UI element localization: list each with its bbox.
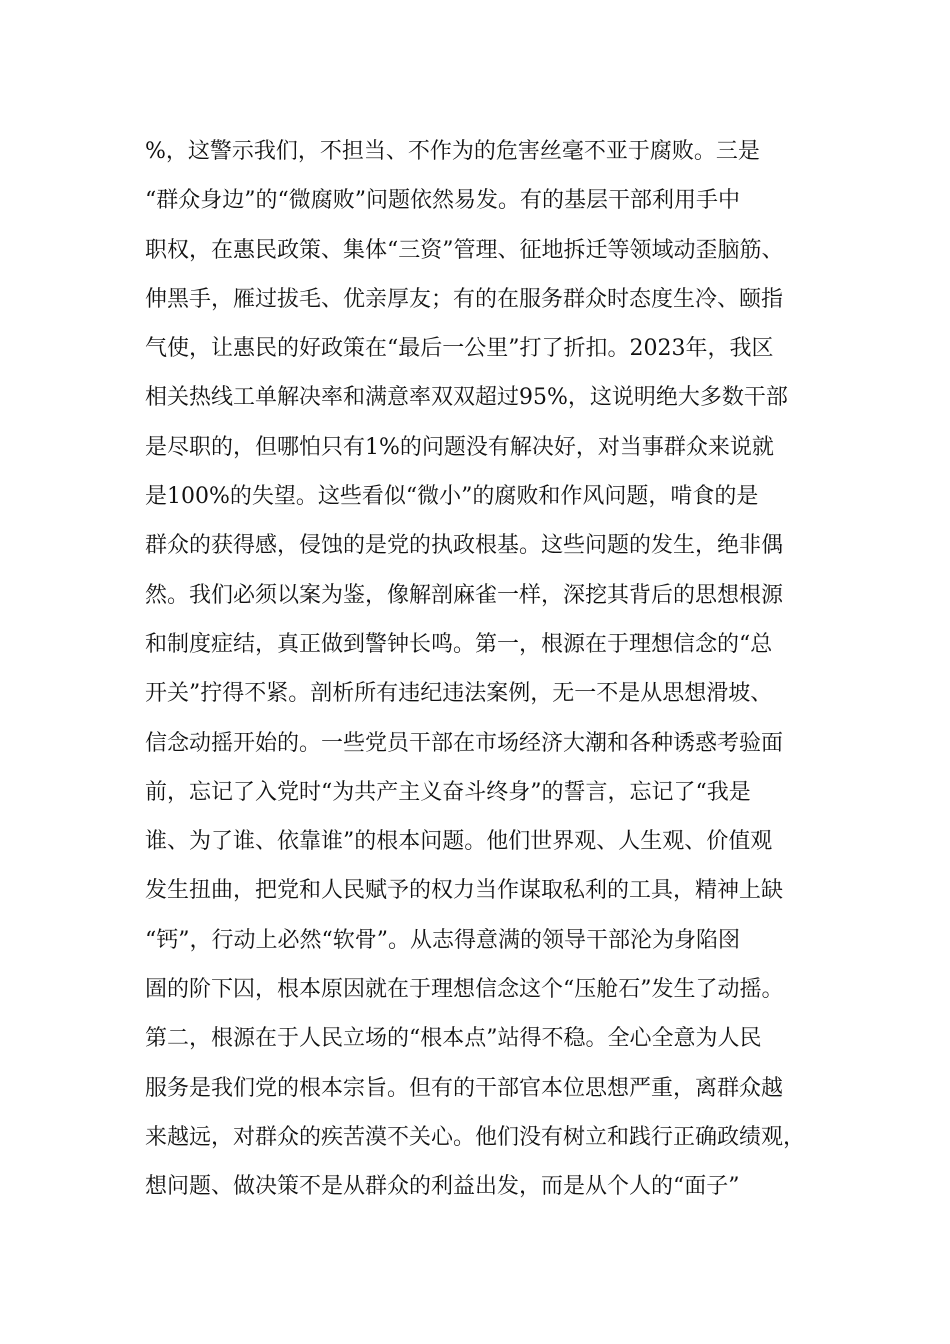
text-line-9: 群众的获得感，侵蚀的是党的执政根基。这些问题的发生，绝非偶 [145,533,784,559]
text-line-7: 是尽职的，但哪怕只有1%的问题没有解决好，对当事群众来说就 [145,434,774,460]
text-line-21: 来越远，对群众的疾苦漠不关心。他们没有树立和践行正确政绩观， [145,1124,806,1150]
text-line-20: 服务是我们党的根本宗旨。但有的干部官本位思想严重，离群众越 [145,1075,784,1101]
text-line-14: 前，忘记了入党时“为共产主义奋斗终身”的誓言，忘记了“我是 [145,779,751,805]
text-line-3: 职权，在惠民政策、集体“三资”管理、征地拆迁等领域动歪脑筋、 [145,237,784,263]
text-line-17: “钙”，行动上必然“软骨”。从志得意满的领导干部沦为身陷囹 [145,927,740,953]
text-line-5: 气使，让惠民的好政策在“最后一公里”打了折扣。2023年，我区 [145,336,774,362]
text-line-22: 想问题、做决策不是从群众的利益出发，而是从个人的“面子” [145,1174,740,1200]
text-line-2: “群众身边”的“微腐败”问题依然易发。有的基层干部利用手中 [145,188,740,214]
text-line-1: %，这警示我们，不担当、不作为的危害丝毫不亚于腐败。三是 [145,139,760,164]
text-line-16: 发生扭曲，把党和人民赋予的权力当作谋取私利的工具，精神上缺 [145,878,784,904]
text-line-4: 伸黑手，雁过拔毛、优亲厚友；有的在服务群众时态度生冷、颐指 [145,286,784,312]
text-line-12: 开关”拧得不紧。剖析所有违纪违法案例，无一不是从思想滑坡、 [145,681,773,707]
text-line-11: 和制度症结，真正做到警钟长鸣。第一，根源在于理想信念的“总 [145,631,773,657]
text-line-10: 然。我们必须以案为鉴，像解剖麻雀一样，深挖其背后的思想根源 [145,582,784,608]
text-line-18: 圄的阶下囚，根本原因就在于理想信念这个“压舱石”发生了动摇。 [145,977,784,1003]
text-line-15: 谁、为了谁、依靠谁”的根本问题。他们世界观、人生观、价值观 [145,829,773,855]
text-line-8: 是100%的失望。这些看似“微小”的腐败和作风问题，啃食的是 [145,484,759,510]
body-text [145,127,835,1212]
text-line-6: 相关热线工单解决率和满意率双双超过95%，这说明绝大多数干部 [145,385,788,411]
text-line-19: 第二，根源在于人民立场的“根本点”站得不稳。全心全意为人民 [145,1026,762,1052]
text-line-13: 信念动摇开始的。一些党员干部在市场经济大潮和各种诱惑考验面 [145,730,784,756]
